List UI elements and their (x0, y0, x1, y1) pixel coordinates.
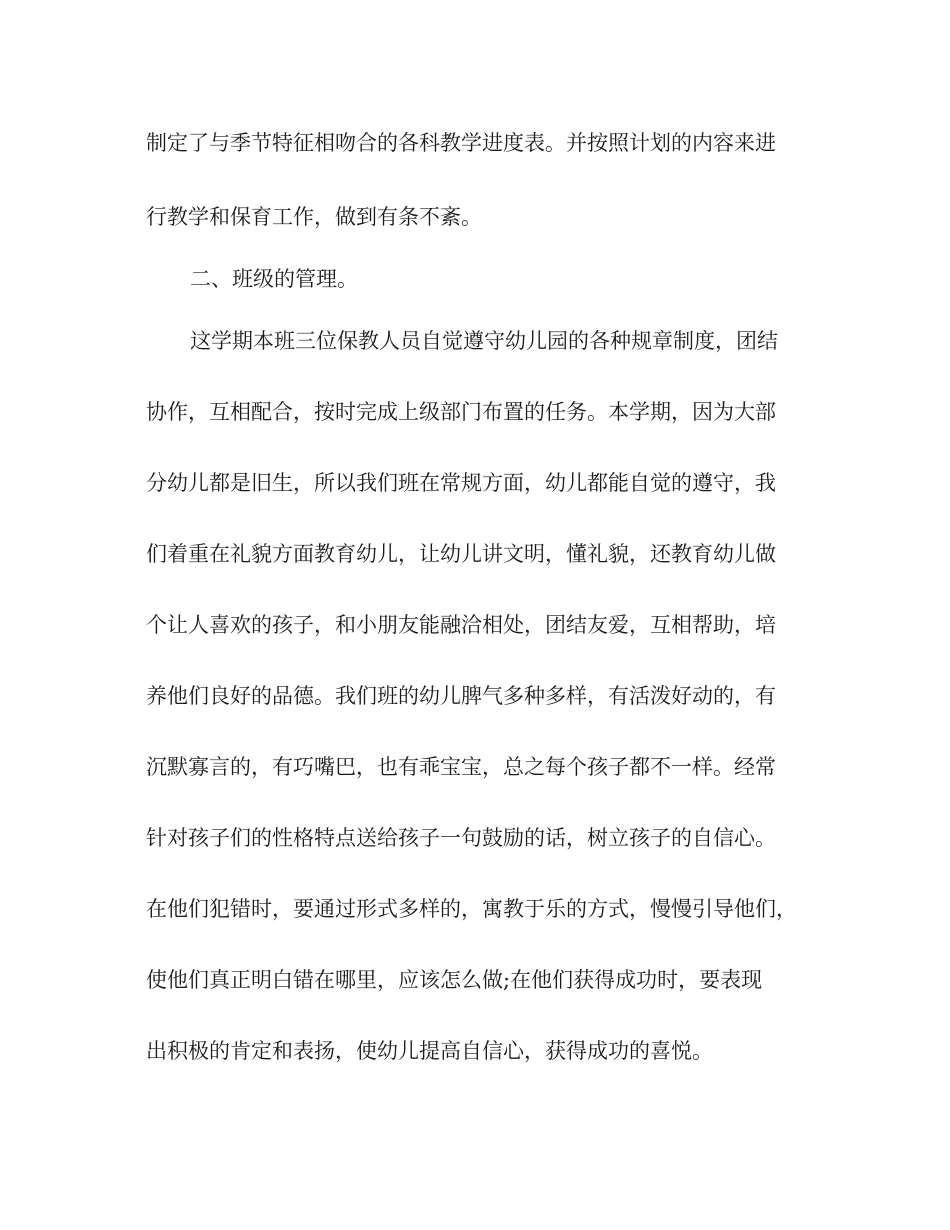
text-line: 针对孩子们的性格特点送给孩子一句鼓励的话，树立孩子的自信心。 (146, 826, 776, 850)
section-heading: 二、班级的管理。 (190, 267, 358, 291)
text-line: 使他们真正明白错在哪里，应该怎么做;在他们获得成功时，要表现 (146, 968, 763, 992)
text-line: 分幼儿都是旧生，所以我们班在常规方面，幼儿都能自觉的遵守，我 (146, 471, 776, 495)
text-line: 在他们犯错时，要通过形式多样的，寓教于乐的方式，慢慢引导他们， (146, 897, 797, 921)
text-line: 个让人喜欢的孩子，和小朋友能融洽相处，团结友爱，互相帮助，培 (146, 613, 776, 637)
text-line: 们着重在礼貌方面教育幼儿，让幼儿讲文明，懂礼貌，还教育幼儿做 (146, 542, 776, 566)
text-line: 养他们良好的品德。我们班的幼儿脾气多种多样，有活泼好动的，有 (146, 684, 776, 708)
paragraph-first-line: 这学期本班三位保教人员自觉遵守幼儿园的各种规章制度，团结 (190, 329, 778, 353)
text-line: 行教学和保育工作，做到有条不紊。 (146, 205, 482, 229)
text-line: 制定了与季节特征相吻合的各科教学进度表。并按照计划的内容来进 (146, 131, 776, 155)
text-line: 沉默寡言的，有巧嘴巴，也有乖宝宝，总之每个孩子都不一样。经常 (146, 755, 776, 779)
text-line: 出积极的肯定和表扬，使幼儿提高自信心，获得成功的喜悦。 (146, 1039, 713, 1063)
text-line: 协作，互相配合，按时完成上级部门布置的任务。本学期，因为大部 (146, 400, 776, 424)
